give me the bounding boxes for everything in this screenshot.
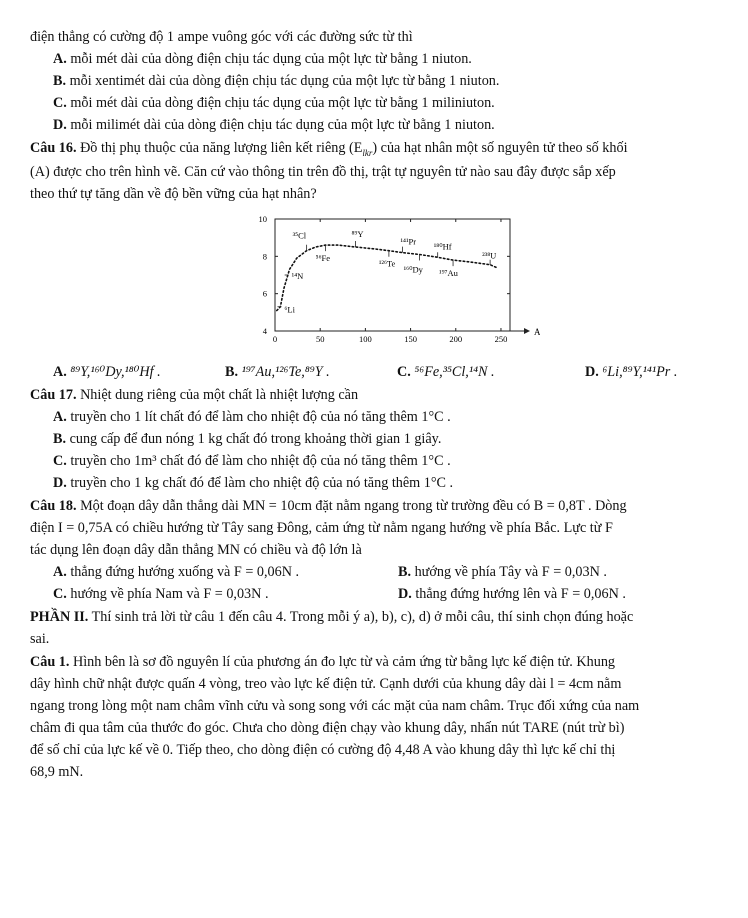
plot-frame bbox=[275, 219, 510, 331]
q1-line-6: 68,9 mN. bbox=[30, 763, 84, 780]
q18-option-d[interactable]: D. thẳng đứng hướng lên và F = 0,06N . bbox=[398, 585, 626, 602]
q16-label: Câu 16. bbox=[30, 140, 77, 156]
binding-energy-curve bbox=[277, 245, 497, 310]
x-tick-label: 150 bbox=[404, 333, 417, 344]
q17-option-a-text: truyền cho 1 lít chất đó để làm cho nhiệt độ của nó tăng thêm 1°C . bbox=[70, 408, 451, 425]
q16-option-b-text: ¹⁹⁷Au,¹²⁶Te,⁸⁹Y . bbox=[241, 363, 330, 380]
q1-line-4: châm đi qua tâm của thước đo góc. Chưa cho dòng điện chạy vào khung dây, nhấn nút TARE (nút trừ bì) bbox=[30, 719, 625, 736]
x-tick-label: 50 bbox=[315, 333, 325, 344]
q17-question bbox=[30, 384, 720, 406]
q15-option-d-text: mỗi milimét dài của dòng điện chịu tác dụng của một lực từ bằng 1 niuton. bbox=[70, 117, 495, 133]
q17-text: Nhiệt dung riêng của một chất là nhiệt lượng cần bbox=[80, 386, 359, 403]
point-label: ¹⁶⁰Dy bbox=[403, 264, 423, 275]
part2-text-2: sai. bbox=[30, 630, 50, 647]
q18-options-row-2 bbox=[30, 583, 720, 605]
q1-line-1 bbox=[30, 651, 720, 673]
q16-text-1: Đồ thị phụ thuộc của năng lượng liên kết riêng (E bbox=[80, 140, 363, 156]
q17-option-c[interactable]: C. truyền cho 1m³ chất đó để làm cho nhiệt độ của nó tăng thêm 1°C . bbox=[53, 452, 451, 469]
part2-label: PHẦN II. bbox=[30, 608, 89, 625]
binding-energy-chart bbox=[230, 209, 540, 359]
q18-question-line-3: tác dụng lên đoạn dây dẫn thẳng MN có chiều và độ lớn là bbox=[30, 541, 362, 558]
q16-question-line-2: (A) được cho trên hình vẽ. Căn cứ vào thông tin trên đồ thị, trật tự nguyên tử nào sau đây được sắp xếp bbox=[30, 163, 616, 180]
q18-option-a-text: thẳng đứng hướng xuống và F = 0,06N . bbox=[70, 563, 300, 580]
q18-question-line-2: điện I = 0,75A có chiều hướng từ Tây sang Đông, cảm ứng từ nằm ngang hướng về phía Bắc. Lực từ F bbox=[30, 519, 613, 536]
q18-option-b-text: hướng về phía Tây và F = 0,03N . bbox=[414, 563, 607, 580]
q16-option-c-text: ⁵⁶Fe,³⁵Cl,¹⁴N . bbox=[414, 363, 495, 380]
q1-line-5: để số chỉ của lực kế về 0. Tiếp theo, cho dòng điện có cường độ 4,48 A vào khung dây thì lực kế chỉ thị bbox=[30, 741, 616, 758]
point-label: ¹⁹⁷Au bbox=[439, 267, 458, 278]
q17-option-b-text: cung cấp để đun nóng 1 kg chất đó trong khoảng thời gian 1 giây. bbox=[69, 430, 442, 447]
y-tick-label: 4 bbox=[262, 325, 267, 336]
q18-option-c-text: hướng về phía Nam và F = 0,03N . bbox=[70, 585, 269, 602]
q16-option-a-text: ⁸⁹Y,¹⁶⁰Dy,¹⁸⁰Hf . bbox=[70, 363, 161, 380]
q16-option-d[interactable]: D. ⁶Li,⁸⁹Y,¹⁴¹Pr . bbox=[585, 363, 678, 380]
y-tick-label: 6 bbox=[262, 288, 267, 299]
part2-text: Thí sinh trả lời từ câu 1 đến câu 4. Trong mỗi ý a), b), c), d) ở mỗi câu, thí sinh chọn đúng hoặc bbox=[91, 608, 634, 625]
point-label: ²³⁸U bbox=[482, 250, 497, 261]
q16-options-row bbox=[30, 361, 720, 383]
q16-question-line-3: theo thứ tự tăng dần về độ bền vững của hạt nhân? bbox=[30, 185, 317, 202]
point-label: ⁸⁹Y bbox=[351, 228, 364, 239]
q18-option-a[interactable]: A. thẳng đứng hướng xuống và F = 0,06N . bbox=[53, 563, 300, 580]
binding-energy-chart-wrap bbox=[30, 209, 720, 359]
q17-option-c-text: truyền cho 1m³ chất đó để làm cho nhiệt độ của nó tăng thêm 1°C . bbox=[70, 452, 451, 469]
y-tick-label: 8 bbox=[262, 251, 267, 262]
x-axis-label: A bbox=[534, 326, 540, 337]
q18-question-line-1 bbox=[30, 495, 720, 517]
q1-text-1: Hình bên là sơ đồ nguyên lí của phương án đo lực từ và cảm ứng từ bằng lực kế điện tử. Khung bbox=[72, 653, 616, 670]
q16-option-c[interactable]: C. ⁵⁶Fe,³⁵Cl,¹⁴N . bbox=[397, 363, 495, 380]
x-tick-label: 250 bbox=[494, 333, 508, 344]
x-axis-arrow bbox=[524, 328, 530, 334]
q18-option-d-text: thẳng đứng hướng lên và F = 0,06N . bbox=[415, 585, 626, 602]
x-tick-label: 200 bbox=[449, 333, 463, 344]
q15-option-b[interactable]: B. mỗi xentimét dài của dòng điện chịu tác dụng của một lực từ bằng 1 niuton. bbox=[53, 73, 500, 89]
point-label: ⁶Li bbox=[284, 304, 295, 315]
q17-option-b[interactable]: B. cung cấp để đun nóng 1 kg chất đó trong khoảng thời gian 1 giây. bbox=[53, 430, 442, 447]
q17-option-d[interactable]: D. truyền cho 1 kg chất đó để làm cho nhiệt độ của nó tăng thêm 1°C . bbox=[53, 474, 454, 491]
q17-option-d-text: truyền cho 1 kg chất đó để làm cho nhiệt độ của nó tăng thêm 1°C . bbox=[70, 474, 454, 491]
q18-options-row-1 bbox=[30, 561, 720, 583]
q17-label: Câu 17. bbox=[30, 386, 77, 403]
q18-text-1: Một đoạn dây dẫn thẳng dài MN = 10cm đặt nằm ngang trong từ trường đều có B = 0,8T . Dòng bbox=[80, 497, 627, 514]
q18-label: Câu 18. bbox=[30, 497, 77, 514]
point-label: ³⁵Cl bbox=[292, 230, 307, 241]
x-tick-label: 100 bbox=[359, 333, 372, 344]
q1-line-3: ngang trong lòng một nam châm vĩnh cửu và song song với các mặt của nam châm. Trục đối xứng của nam bbox=[30, 697, 640, 714]
point-label: ¹⁴N bbox=[291, 270, 304, 281]
x-tick-label: 0 bbox=[272, 333, 278, 344]
y-tick-label: 10 bbox=[258, 213, 267, 224]
q1-line-2: dây hình chữ nhật được quấn 4 vòng, treo vào lực kế điện tử. Cạnh dưới của khung dây dài l = 4cm nằm bbox=[30, 675, 622, 692]
point-label: ¹⁸⁰Hf bbox=[433, 241, 452, 252]
point-label: ⁵⁶Fe bbox=[315, 252, 331, 263]
document-page bbox=[30, 26, 720, 783]
q15-option-a-text: mỗi mét dài của dòng điện chịu tác dụng của một lực từ bằng 1 niuton. bbox=[70, 51, 472, 67]
part2-heading bbox=[30, 606, 720, 628]
intro-line: điện thẳng có cường độ 1 ampe vuông góc với các đường sức từ thì bbox=[30, 29, 413, 45]
q17-option-a[interactable]: A. truyền cho 1 lít chất đó để làm cho nhiệt độ của nó tăng thêm 1°C . bbox=[53, 408, 451, 425]
q1-label: Câu 1. bbox=[30, 653, 70, 670]
q15-option-d[interactable]: D. mỗi milimét dài của dòng điện chịu tác dụng của một lực từ bằng 1 niuton. bbox=[53, 117, 495, 133]
q15-option-a[interactable]: A. mỗi mét dài của dòng điện chịu tác dụng của một lực từ bằng 1 niuton. bbox=[53, 51, 472, 67]
q16-option-d-text: ⁶Li,⁸⁹Y,¹⁴¹Pr . bbox=[602, 363, 678, 380]
q15-option-b-text: mỗi xentimét dài của dòng điện chịu tác dụng của một lực từ bằng 1 niuton. bbox=[69, 73, 500, 89]
q15-option-c[interactable]: C. mỗi mét dài của dòng điện chịu tác dụng của một lực từ bằng 1 miliniuton. bbox=[53, 95, 495, 111]
q16-question-line-1 bbox=[30, 137, 720, 161]
q16-sub: lkr bbox=[362, 147, 373, 158]
q16-text-1-end: ) của hạt nhân một số nguyên tử theo số khối bbox=[372, 140, 628, 156]
q16-option-a[interactable]: A. ⁸⁹Y,¹⁶⁰Dy,¹⁸⁰Hf . bbox=[53, 363, 161, 380]
q16-option-b[interactable]: B. ¹⁹⁷Au,¹²⁶Te,⁸⁹Y . bbox=[225, 363, 330, 380]
q18-option-b[interactable]: B. hướng về phía Tây và F = 0,03N . bbox=[398, 563, 607, 580]
point-label: ¹²⁶Te bbox=[378, 258, 396, 269]
q18-option-c[interactable]: C. hướng về phía Nam và F = 0,03N . bbox=[53, 585, 269, 602]
point-label: ¹⁴¹Pr bbox=[400, 236, 417, 247]
q15-option-c-text: mỗi mét dài của dòng điện chịu tác dụng của một lực từ bằng 1 miliniuton. bbox=[70, 95, 495, 111]
